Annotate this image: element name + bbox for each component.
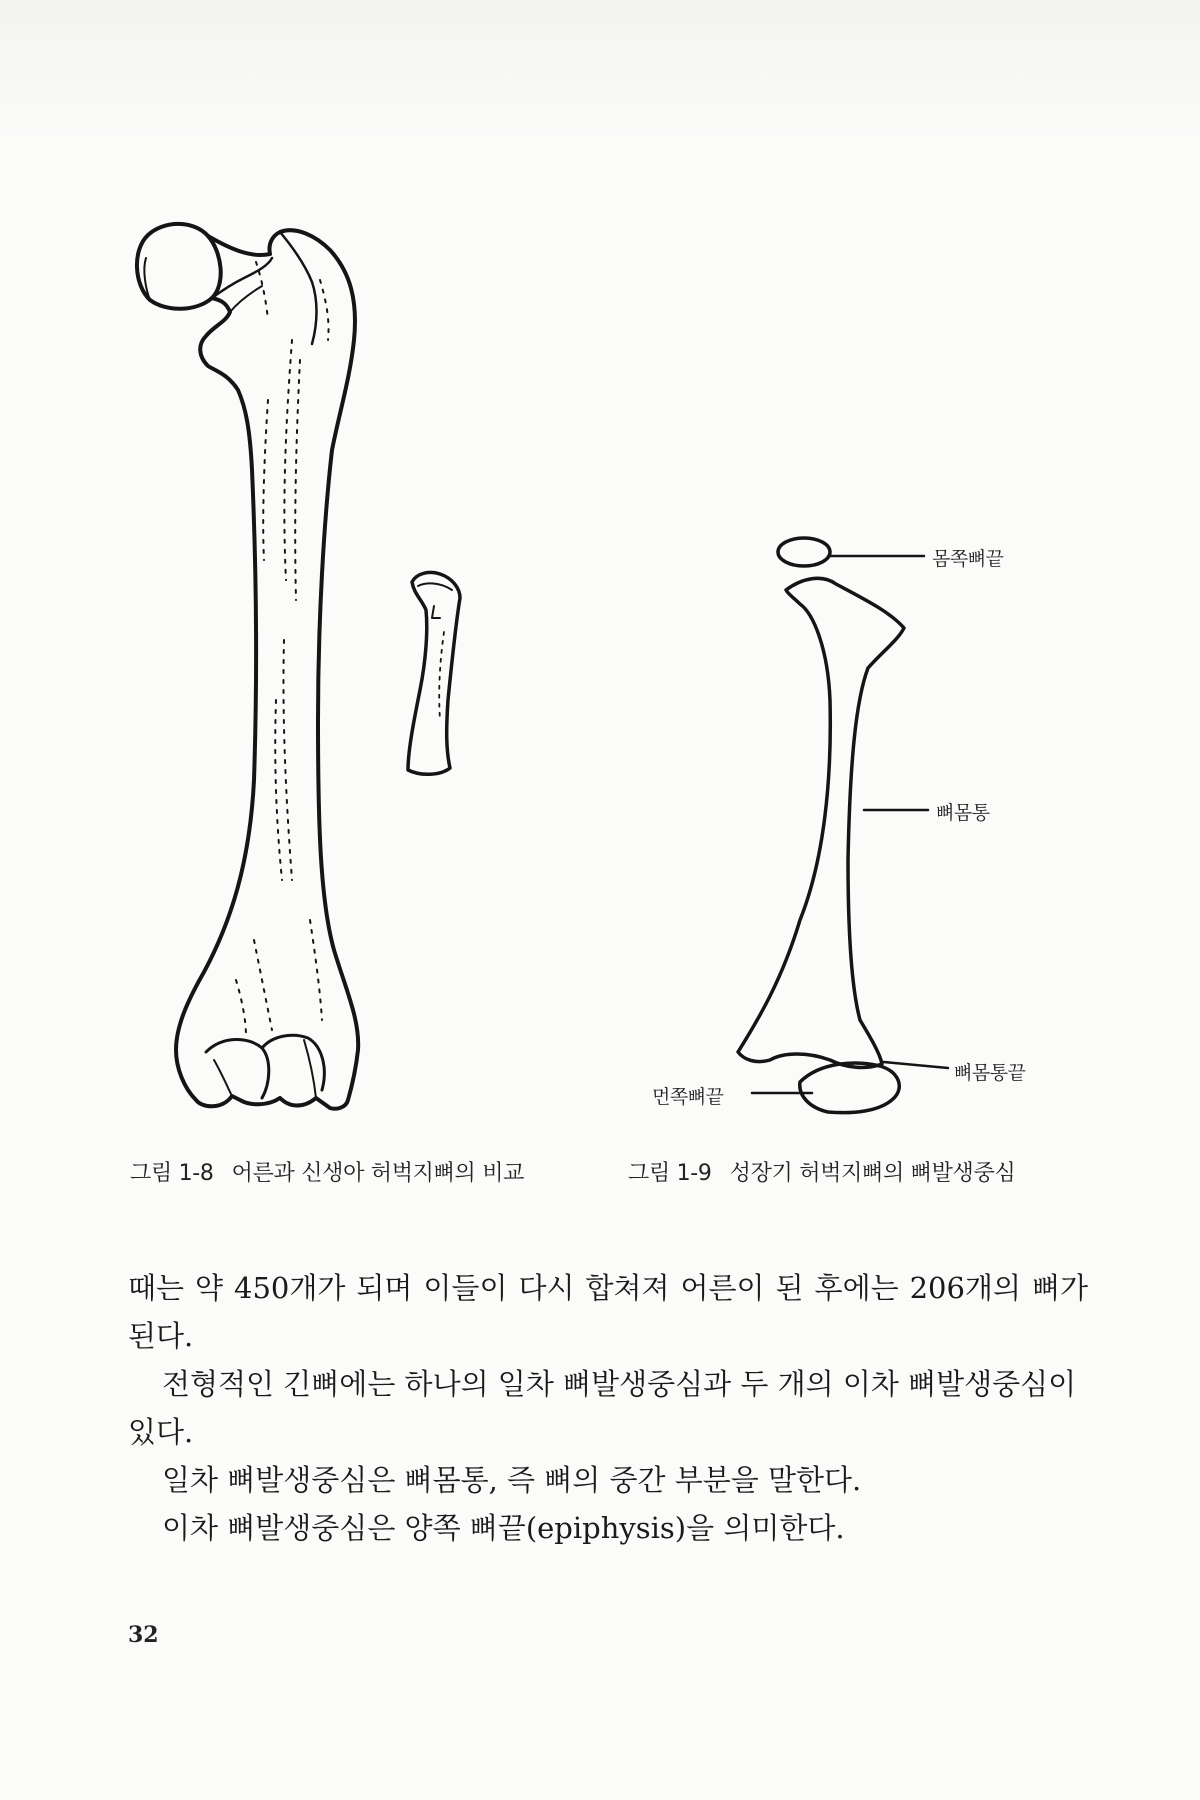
diaphysis-shape — [738, 578, 904, 1067]
label-metaphysis: 뼈몸통끝 — [954, 1062, 1026, 1084]
paragraph: 일차 뼈발생중심은 뼈몸통, 즉 뼈의 중간 부분을 말한다. — [162, 1463, 862, 1497]
growing-femur-illustration — [738, 538, 948, 1113]
figure-1-8-caption — [130, 1156, 524, 1187]
label-proximal-epiphysis: 몸쪽뼈끝 — [932, 548, 1004, 570]
newborn-femur-illustration — [408, 572, 460, 774]
paragraph: 이차 뼈발생중심은 양쪽 뼈끝(epiphysis)을 의미한다. — [162, 1511, 845, 1545]
page-number: 32 — [128, 1622, 159, 1648]
figure-1-9-caption — [628, 1156, 1015, 1187]
paragraph: 때는 약 450개가 되며 이들이 다시 합쳐져 어른이 된 후에는 206개의 뼈가 된다. — [128, 1271, 1088, 1353]
figure-1-8-number: 그림 1-8 — [130, 1161, 214, 1186]
adult-femur-illustration — [137, 224, 358, 1109]
body-text — [128, 1264, 1088, 1552]
proximal-epiphysis-shape — [778, 538, 830, 566]
figure-1-8-caption-text: 어른과 신생아 허벅지뼈의 비교 — [231, 1161, 525, 1186]
label-distal-epiphysis: 먼쪽뼈끝 — [652, 1086, 724, 1108]
figure-1-9-number: 그림 1-9 — [628, 1161, 712, 1186]
paragraph: 전형적인 긴뼈에는 하나의 일차 뼈발생중심과 두 개의 이차 뼈발생중심이 있다. — [128, 1367, 1077, 1449]
distal-epiphysis-shape — [800, 1063, 899, 1113]
label-diaphysis: 뼈몸통 — [936, 802, 990, 824]
figure-1-9-caption-text: 성장기 허벅지뼈의 뼈발생중심 — [729, 1161, 1016, 1186]
